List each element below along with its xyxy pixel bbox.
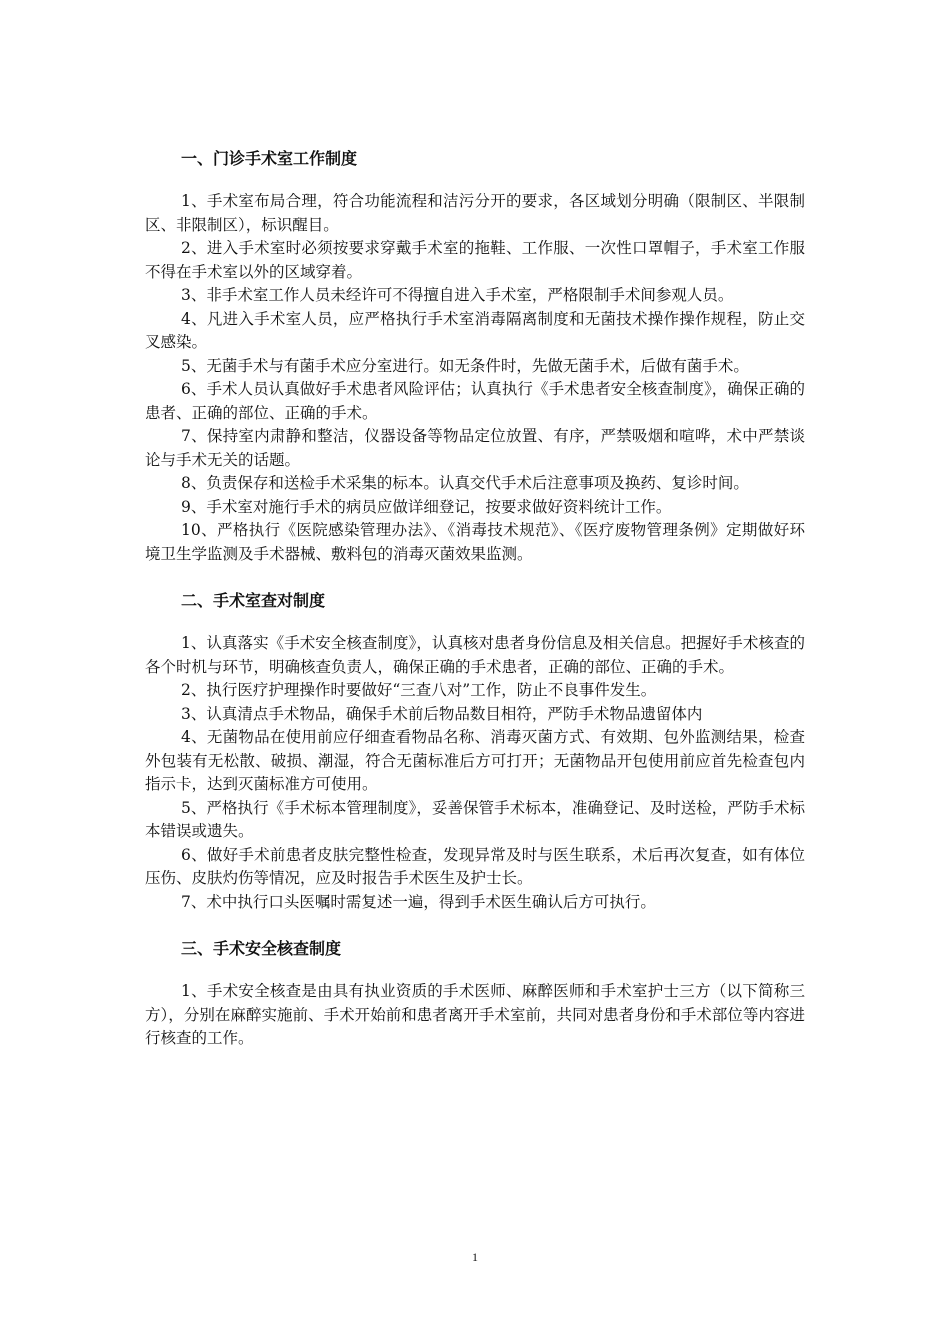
section-heading: 三、手术安全核查制度	[181, 939, 342, 958]
section-2	[145, 590, 805, 914]
paragraph: 6、做好手术前患者皮肤完整性检查，发现异常及时与医生联系，术后再次复查，如有体位压伤、皮肤灼伤等情况，应及时报告手术医生及护士长。	[145, 845, 805, 887]
paragraph: 3、非手术室工作人员未经许可不得擅自进入手术室，严格限制手术间参观人员。	[181, 286, 734, 304]
paragraph: 1、认真落实《手术安全核查制度》，认真核对患者身份信息及相关信息。把握好手术核查的各个时机与环节，明确核查负责人，确保正确的手术患者，正确的部位、正确的手术。	[145, 634, 805, 676]
paragraph: 2、执行医疗护理操作时要做好“三查八对”工作，防止不良事件发生。	[181, 681, 657, 699]
paragraph: 5、严格执行《手术标本管理制度》，妥善保管手术标本，准确登记、及时送检，严防手术标本错误或遗失。	[145, 798, 805, 840]
paragraph: 9、手术室对施行手术的病员应做详细登记，按要求做好资料统计工作。	[181, 497, 672, 516]
page-number: 1	[472, 1250, 478, 1264]
paragraph: 3、认真清点手术物品，确保手术前后物品数目相符，严防手术物品遗留体内	[181, 704, 703, 723]
paragraph: 10、严格执行《医院感染管理办法》、《消毒技术规范》、《医疗废物管理条例》定期做好环境卫生学监测及手术器械、敷料包的消毒灭菌效果监测。	[145, 521, 805, 563]
paragraph: 4、凡进入手术室人员，应严格执行手术室消毒隔离制度和无菌技术操作操作规程，防止交叉感染。	[145, 309, 805, 351]
section-3	[145, 938, 805, 1051]
paragraph: 6、手术人员认真做好手术患者风险评估；认真执行《手术患者安全核查制度》，确保正确的患者、正确的部位、正确的手术。	[145, 380, 805, 422]
section-1	[145, 148, 805, 566]
paragraph: 1、手术安全核查是由具有执业资质的手术医师、麻醉医师和手术室护士三方（以下简称三方），分别在麻醉实施前、手术开始前和患者离开手术室前，共同对患者身份和手术部位等内容进行核查的工作。	[145, 982, 805, 1047]
paragraph: 5、无菌手术与有菌手术应分室进行。如无条件时，先做无菌手术，后做有菌手术。	[181, 356, 749, 375]
paragraph: 2、进入手术室时必须按要求穿戴手术室的拖鞋、工作服、一次性口罩帽子，手术室工作服不得在手术室以外的区域穿着。	[145, 239, 805, 281]
section-heading: 一、门诊手术室工作制度	[181, 149, 358, 168]
paragraph: 7、保持室内肃静和整洁，仪器设备等物品定位放置、有序，严禁吸烟和喧哗，术中严禁谈论与手术无关的话题。	[145, 427, 805, 469]
paragraph: 7、术中执行口头医嘱时需复述一遍，得到手术医生确认后方可执行。	[181, 892, 656, 911]
document-body	[145, 148, 805, 1075]
paragraph: 8、负责保存和送检手术采集的标本。认真交代手术后注意事项及换药、复诊时间。	[181, 474, 749, 492]
paragraph: 4、无菌物品在使用前应仔细查看物品名称、消毒灭菌方式、有效期、包外监测结果，检查外包装有无松散、破损、潮湿，符合无菌标准后方可打开；无菌物品开包使用前应首先检查包内指示卡，达到灭菌标准方可使用。	[145, 728, 805, 793]
section-heading: 二、手术室查对制度	[181, 591, 326, 610]
paragraph: 1、手术室布局合理，符合功能流程和洁污分开的要求，各区域划分明确（限制区、半限制区、非限制区），标识醒目。	[145, 192, 805, 234]
